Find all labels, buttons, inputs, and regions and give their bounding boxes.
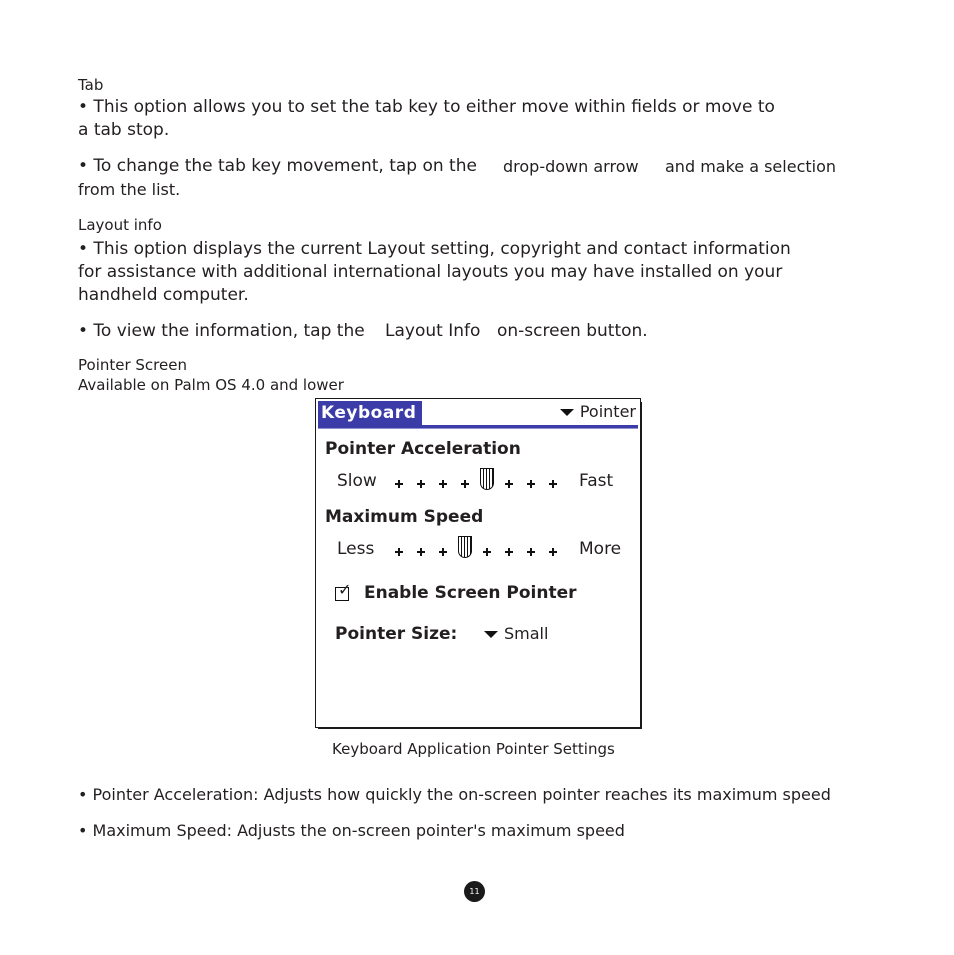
speed-label: Maximum Speed: [325, 507, 484, 527]
acceleration-slider-tick: [439, 480, 446, 487]
tab-para2-part1: • To change the tab key movement, tap on the: [78, 156, 477, 176]
acceleration-max-label: Fast: [579, 471, 614, 491]
speed-slider-tick: [549, 548, 556, 555]
layout-para1-line1: • This option displays the current Layout setting, copyright and contact information: [78, 239, 791, 259]
tab-para2-dropdown-term: drop-down arrow: [503, 157, 639, 176]
triangle-down-icon: [560, 409, 574, 416]
bullet-speed: • Maximum Speed: Adjusts the on-screen pointer's maximum speed: [78, 821, 625, 840]
acceleration-slider-tick: [395, 480, 402, 487]
acceleration-min-label: Slow: [337, 471, 377, 491]
speed-min-label: Less: [337, 539, 375, 559]
figure-caption: Keyboard Application Pointer Settings: [332, 740, 615, 758]
speed-slider-tick: [505, 548, 512, 555]
page-number: 11: [464, 881, 485, 902]
layout-para1-line2: for assistance with additional international layouts you may have installed on your: [78, 262, 783, 282]
speed-max-label: More: [579, 539, 622, 559]
speed-slider-thumb[interactable]: [458, 536, 472, 558]
speed-slider-tick: [483, 548, 490, 555]
speed-slider-tick: [417, 548, 424, 555]
panel-picker[interactable]: [560, 401, 636, 423]
palm-screen: [315, 398, 641, 728]
tab-heading: Tab: [78, 76, 104, 94]
pointer-size-picker[interactable]: [484, 623, 548, 645]
acceleration-slider-tick: [417, 480, 424, 487]
check-icon: ✓: [338, 580, 352, 599]
acceleration-slider-tick: [505, 480, 512, 487]
tab-para2-part3: and make a selection: [665, 157, 837, 176]
speed-slider-tick: [395, 548, 402, 555]
tab-para1-line1: • This option allows you to set the tab key to either move within fields or move to: [78, 97, 775, 117]
triangle-down-icon: [484, 631, 498, 638]
tab-para2-line2: from the list.: [78, 180, 181, 199]
speed-slider[interactable]: [395, 536, 565, 560]
layout-para2-part3: on-screen button.: [497, 321, 648, 341]
tab-para1-line2: a tab stop.: [78, 120, 170, 140]
pointer-size-value: Small: [504, 624, 549, 643]
pointer-subheading: Available on Palm OS 4.0 and lower: [78, 376, 344, 394]
enable-pointer-label: Enable Screen Pointer: [364, 583, 577, 603]
speed-slider-tick: [527, 548, 534, 555]
acceleration-slider-tick: [549, 480, 556, 487]
layout-para2-part1: • To view the information, tap the: [78, 321, 365, 341]
pointer-size-label: Pointer Size:: [335, 624, 458, 644]
layout-heading: Layout info: [78, 216, 162, 234]
app-title: Keyboard: [318, 401, 422, 425]
panel-picker-value: Pointer: [579, 402, 636, 421]
title-underline-light: [318, 428, 638, 429]
acceleration-slider-tick: [461, 480, 468, 487]
acceleration-slider[interactable]: [395, 468, 565, 492]
layout-info-term: Layout Info: [385, 321, 481, 341]
bullet-acceleration: • Pointer Acceleration: Adjusts how quickly the on-screen pointer reaches its maximum speed: [78, 785, 831, 804]
speed-slider-tick: [439, 548, 446, 555]
acceleration-slider-tick: [527, 480, 534, 487]
layout-para1-line3: handheld computer.: [78, 285, 249, 305]
acceleration-label: Pointer Acceleration: [325, 439, 521, 459]
pointer-heading: Pointer Screen: [78, 356, 187, 374]
acceleration-slider-thumb[interactable]: [480, 468, 494, 490]
